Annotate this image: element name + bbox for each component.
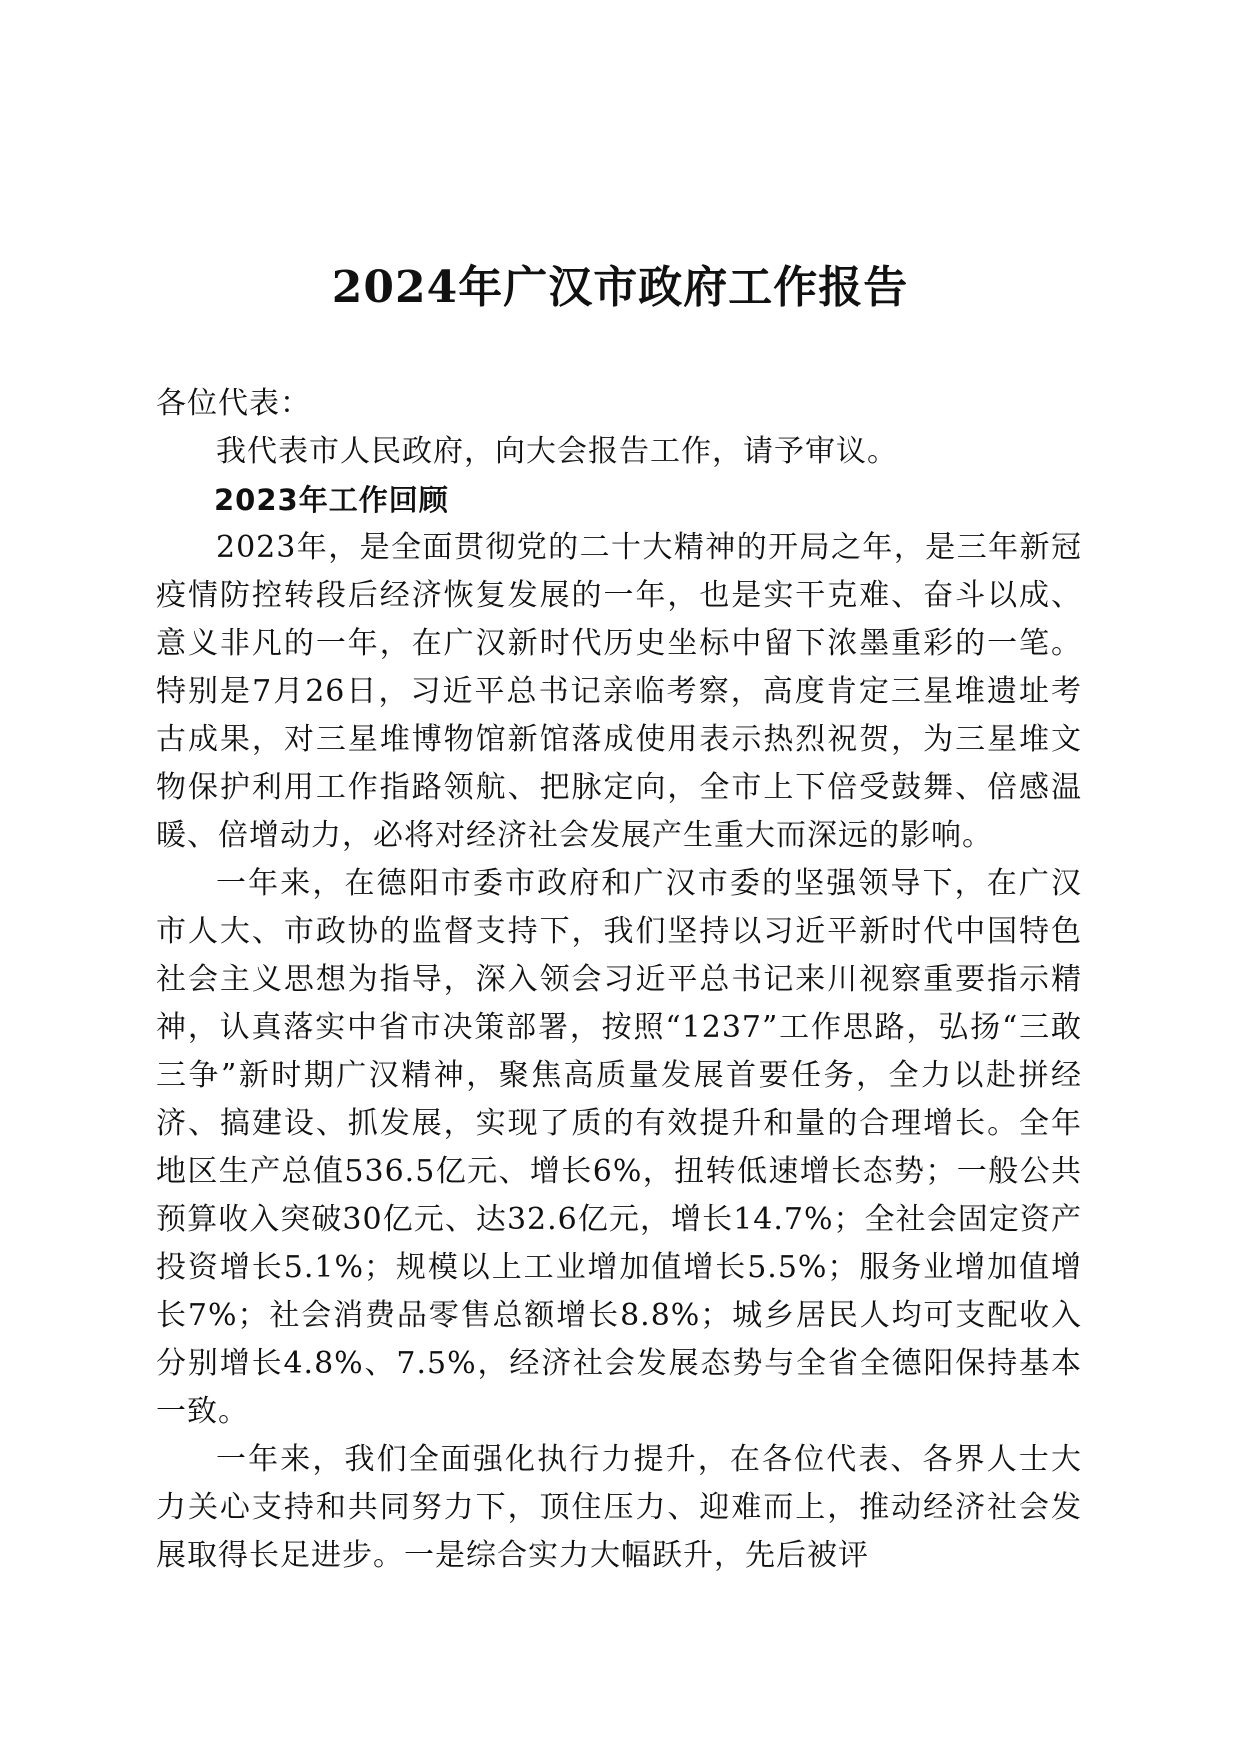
section-heading: 2023年工作回顾 — [214, 483, 449, 517]
document-body — [156, 380, 1082, 1580]
body-paragraph: 一年来，我们全面强化执行力提升，在各位代表、各界人士大力关心支持和共同努力下，顶住压力、迎难而上，推动经济社会发展取得长足进步。一是综合实力大幅跃升，先后被评 — [156, 1442, 1082, 1573]
document-title: 2024年广汉市政府工作报告 — [331, 262, 909, 313]
intro-paragraph: 我代表市人民政府，向大会报告工作，请予审议。 — [216, 434, 898, 469]
body-paragraph: 2023年，是全面贯彻党的二十大精神的开局之年，是三年新冠疫情防控转段后经济恢复发展的一年，也是实干克难、奋斗以成、意义非凡的一年，在广汉新时代历史坐标中留下浓墨重彩的一笔。特别是7月26日，习近平总书记亲临考察，高度肯定三星堆遗址考古成果，对三星堆博物馆新馆落成使用表示热烈祝贺，为三星堆文物保护利用工作指路领航、把脉定向，全市上下倍受鼓舞、倍感温暖、倍增动力，必将对经济社会发展产生重大而深远的影响。 — [156, 530, 1082, 853]
body-paragraph: 一年来，在德阳市委市政府和广汉市委的坚强领导下，在广汉市人大、市政协的监督支持下，我们坚持以习近平新时代中国特色社会主义思想为指导，深入领会习近平总书记来川视察重要指示精神，认真落实中省市决策部署，按照“1237”工作思路，弘扬“三敢三争”新时期广汉精神，聚焦高质量发展首要任务，全力以赴拼经济、搞建设、抓发展，实现了质的有效提升和量的合理增长。全年地区生产总值536.5亿元、增长6%，扭转低速增长态势；一般公共预算收入突破30亿元、达32.6亿元，增长14.7%；全社会固定资产投资增长5.1%；规模以上工业增加值增长5.5%；服务业增加值增长7%；社会消费品零售总额增长8.8%；城乡居民人均可支配收入分别增长4.8%、7.5%，经济社会发展态势与全省全德阳保持基本一致。 — [156, 866, 1082, 1429]
salutation: 各位代表： — [156, 386, 311, 421]
